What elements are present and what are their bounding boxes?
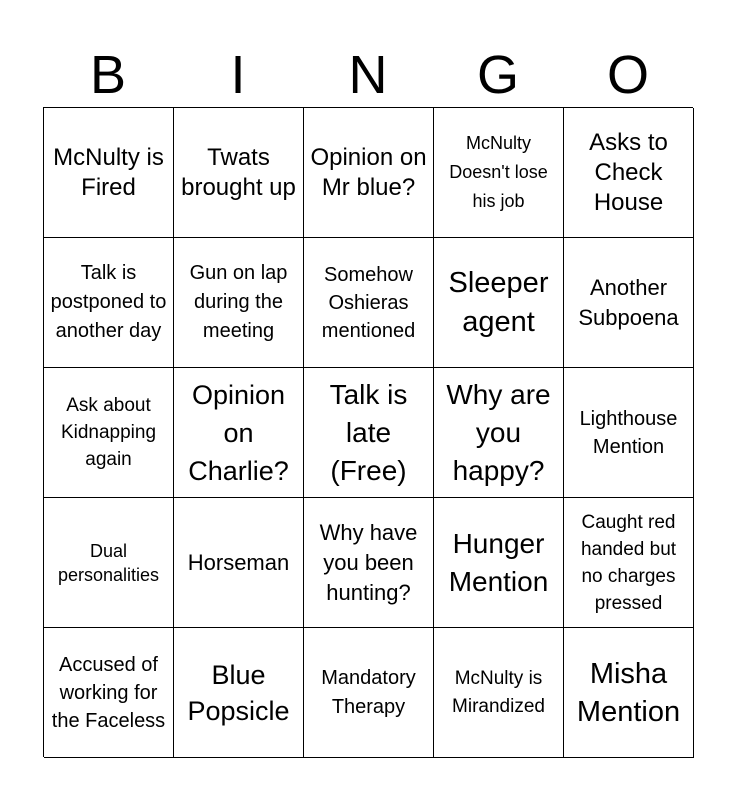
header-letter-n: N <box>348 45 388 105</box>
header-letter-i: I <box>230 45 246 105</box>
cell-text: Opinion on Mr blue? <box>310 143 427 201</box>
cell-text: Misha Mention <box>576 657 681 728</box>
bingo-cell[interactable] <box>434 108 564 238</box>
bingo-cell[interactable] <box>44 628 174 758</box>
bingo-cell[interactable] <box>564 498 694 628</box>
cell-text: Caught red handed but no charges pressed <box>580 511 677 614</box>
bingo-cell[interactable] <box>304 628 434 758</box>
bingo-board <box>43 107 693 757</box>
bingo-cell[interactable] <box>304 498 434 628</box>
header-letter-b: B <box>89 45 127 105</box>
cell-text: Somehow Oshieras mentioned <box>321 263 416 342</box>
cell-text: McNulty is Mirandized <box>452 667 545 717</box>
bingo-cell[interactable] <box>174 628 304 758</box>
bingo-cell[interactable] <box>434 368 564 498</box>
bingo-cell[interactable] <box>434 238 564 368</box>
bingo-cell[interactable] <box>174 368 304 498</box>
cell-text: Talk is postponed to another day <box>50 262 167 342</box>
bingo-cell[interactable] <box>434 628 564 758</box>
cell-text: Blue Popsicle <box>187 659 290 726</box>
cell-text: Opinion on Charlie? <box>188 379 289 486</box>
bingo-cell[interactable] <box>44 238 174 368</box>
cell-text: Asks to Check House <box>589 128 668 216</box>
bingo-cell[interactable] <box>174 498 304 628</box>
cell-text: Hunger Mention <box>448 527 549 597</box>
cell-text: Ask about Kidnapping again <box>60 395 157 470</box>
cell-text: Another Subpoena <box>578 274 679 330</box>
cell-text: Gun on lap during the meeting <box>189 262 288 342</box>
bingo-cell[interactable] <box>174 108 304 238</box>
bingo-cell[interactable] <box>564 628 694 758</box>
bingo-cell[interactable] <box>304 108 434 238</box>
bingo-header <box>43 44 693 106</box>
cell-text: Twats brought up <box>181 143 296 201</box>
bingo-cell[interactable] <box>44 108 174 238</box>
cell-text: Why have you been hunting? <box>319 519 418 605</box>
bingo-cell[interactable] <box>304 238 434 368</box>
cell-text: Sleeper agent <box>448 266 549 338</box>
bingo-cell[interactable] <box>434 498 564 628</box>
cell-text: McNulty is Fired <box>53 143 164 201</box>
cell-text: Horseman <box>187 549 290 575</box>
cell-text: Accused of working for the Faceless <box>51 653 166 732</box>
bingo-cell[interactable] <box>174 238 304 368</box>
cell-text: Why are you happy? <box>446 378 551 486</box>
bingo-cell[interactable] <box>44 368 174 498</box>
header-letter-g: G <box>476 45 519 105</box>
bingo-cell[interactable] <box>564 368 694 498</box>
cell-text: Lighthouse Mention <box>579 407 678 458</box>
header-letter-o: O <box>606 45 649 105</box>
bingo-cell[interactable] <box>304 368 434 498</box>
bingo-cell[interactable] <box>564 238 694 368</box>
cell-text: Talk is late (Free) <box>329 378 408 486</box>
bingo-cell[interactable] <box>44 498 174 628</box>
bingo-cell[interactable] <box>564 108 694 238</box>
cell-text: Dual personalities <box>57 540 160 585</box>
cell-text: McNulty Doesn't lose his job <box>449 133 548 211</box>
cell-text: Mandatory Therapy <box>321 666 416 718</box>
